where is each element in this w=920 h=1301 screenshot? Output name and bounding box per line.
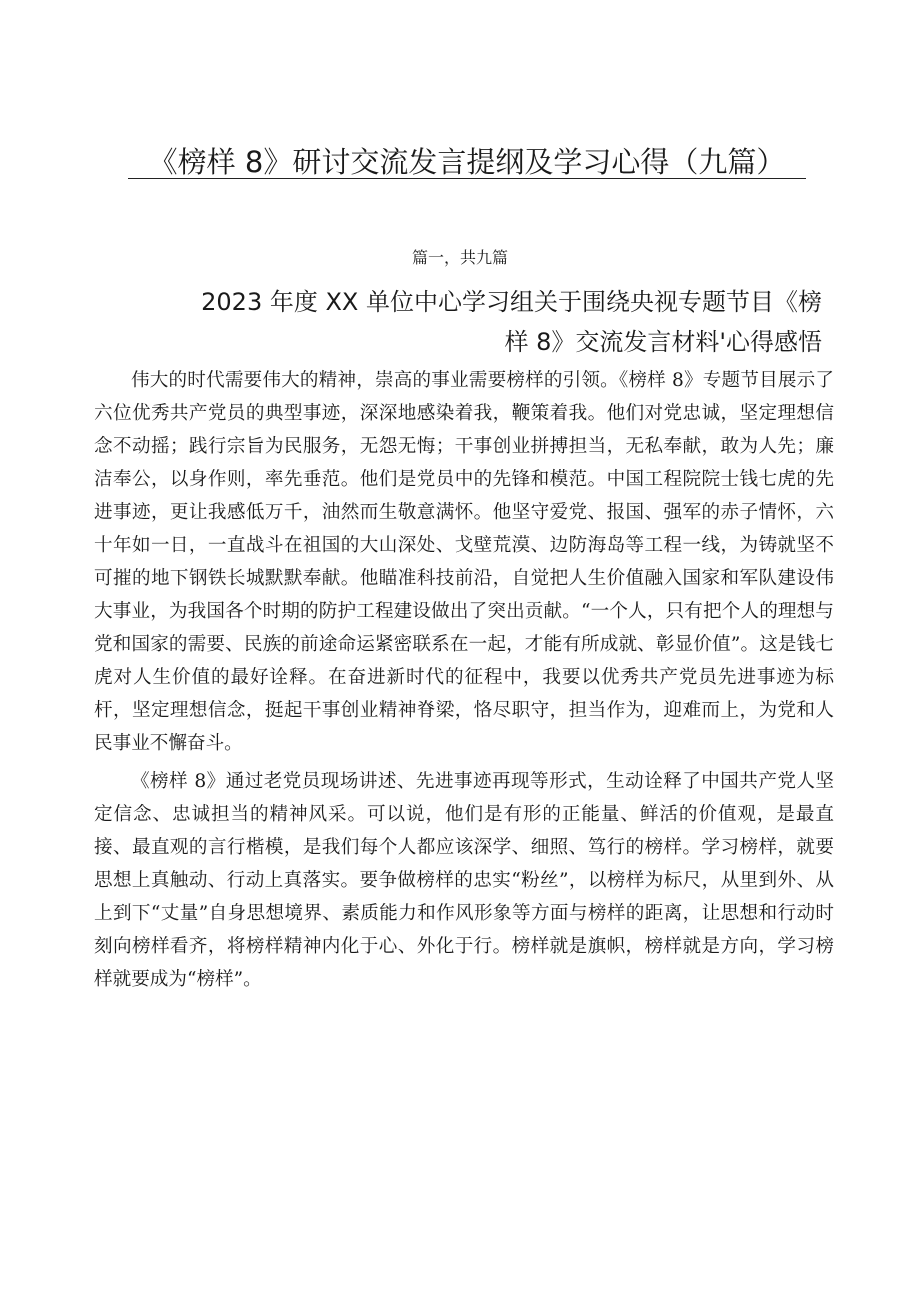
subtitle-line-2: 样 8》交流发言材料'心得感悟: [504, 328, 822, 356]
section-label: 篇一，共九篇: [411, 248, 508, 267]
document-title: 《榜样 8》研讨交流发言提纲及学习心得（九篇）: [148, 145, 786, 179]
title-underline: [128, 178, 806, 179]
paragraph-2: 《榜样 8》通过老党员现场讲述、先进事迹再现等形式，生动诠释了中国共产党人坚定信念、忠诚担当的精神风采。可以说，他们是有形的正能量、鲜活的价值观，是最直接、最直观的言行楷模，是我们每个人都应该深学、细照、笃行的榜样。学习榜样，就要思想上真触动、行动上真落实。要争做榜样的忠实“粉丝”，以榜样为标尺，从里到外、从上到下“丈量”自身思想境界、素质能力和作风形象等方面与榜样的距离，让思想和行动时刻向榜样看齐，将榜样精神内化于心、外化于行。榜样就是旗帜，榜样就是方向，学习榜样就要成为“榜样”。: [94, 771, 834, 990]
section-subtitle: [130, 282, 822, 362]
subtitle-line-1: 2023 年度 XX 单位中心学习组关于围绕央视专题节目《榜: [201, 288, 822, 316]
paragraph-1: 伟大的时代需要伟大的精神，崇高的事业需要榜样的引领。《榜样 8》专题节目展示了六位优秀共产党员的典型事迹，深深地感染着我，鞭策着我。他们对党忠诚，坚定理想信念不动摇；践行宗旨为民服务，无怨无悔；干事创业拼搏担当，无私奉献，敢为人先；廉洁奉公，以身作则，率先垂范。他们是党员中的先锋和模范。中国工程院院士钱七虎的先进事迹，更让我感低万千，油然而生敬意满怀。他坚守爱党、报国、强军的赤子情怀，六十年如一日，一直战斗在祖国的大山深处、戈壁荒漠、边防海岛等工程一线，为铸就坚不可摧的地下钢铁长城默默奉献。他瞄准科技前沿，自觉把人生价值融入国家和军队建设伟大事业，为我国各个时期的防护工程建设做出了突出贡献。“一个人，只有把个人的理想与党和国家的需要、民族的前途命运紧密联系在一起，才能有所成就、彰显价值”。这是钱七虎对人生价值的最好诠释。在奋进新时代的征程中，我要以优秀共产党员先进事迹为标杆，坚定理想信念，挺起干事创业精神脊梁，恪尽职守，担当作为，迎难而上，为党和人民事业不懈奋斗。: [94, 370, 834, 754]
body-text: [94, 364, 834, 996]
